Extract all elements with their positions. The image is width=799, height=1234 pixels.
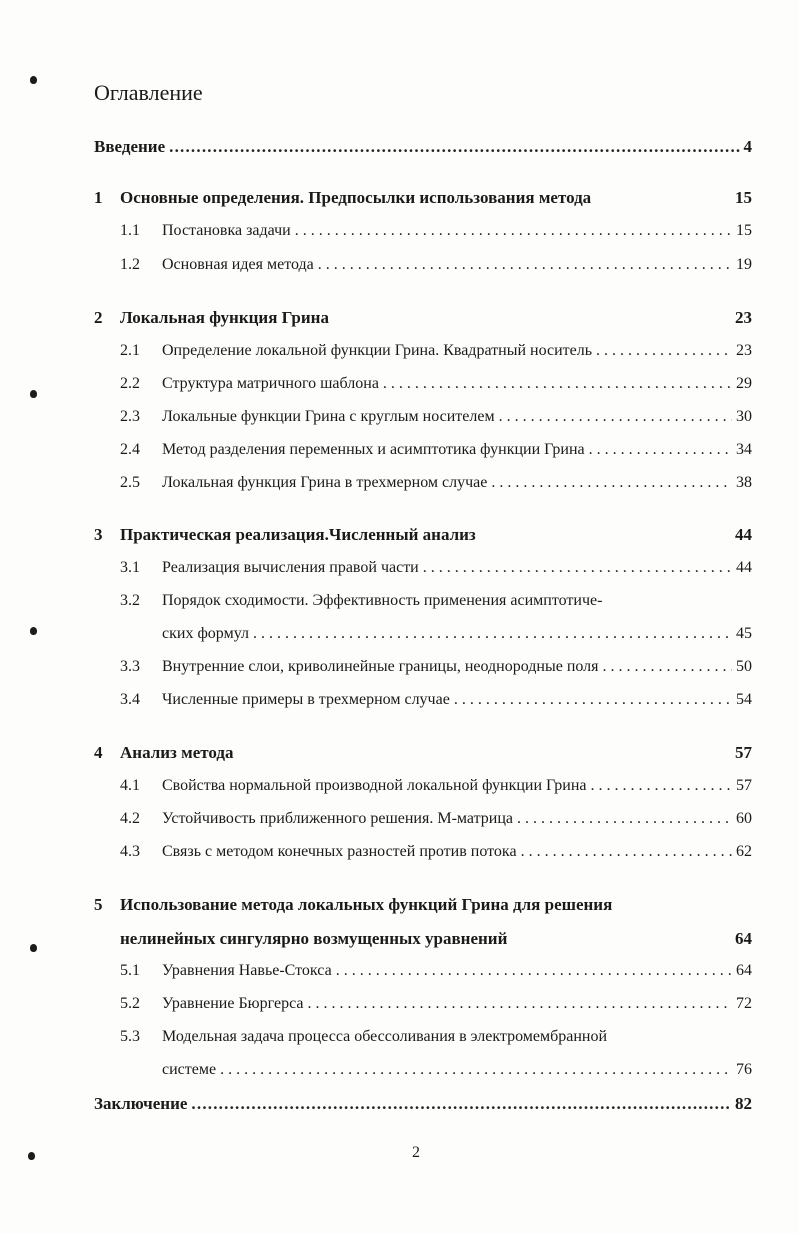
chapter-page: 15 bbox=[735, 188, 752, 207]
leader-dots bbox=[336, 962, 732, 980]
leader-dots bbox=[423, 559, 732, 577]
toc-section-2-5[interactable] bbox=[120, 474, 752, 492]
section-page: 44 bbox=[736, 559, 752, 576]
section-title-line1: Порядок сходимости. Эффективность применения асимптотиче- bbox=[162, 592, 603, 609]
toc-section-3-3[interactable] bbox=[120, 658, 752, 676]
leader-dots bbox=[383, 375, 732, 393]
section-title: Локальная функция Грина в трехмерном случае bbox=[162, 474, 488, 491]
chapter-title: Практическая реализация.Численный анализ bbox=[120, 525, 476, 544]
leader-dots bbox=[491, 474, 732, 492]
section-page: 29 bbox=[736, 375, 752, 392]
toc-section-5-2[interactable] bbox=[120, 995, 752, 1013]
chapter-page: 44 bbox=[735, 525, 752, 544]
section-number: 5.2 bbox=[120, 995, 140, 1012]
margin-mark bbox=[30, 390, 37, 398]
section-number: 2.1 bbox=[120, 342, 140, 359]
section-page: 54 bbox=[736, 691, 752, 708]
conclusion-label: Заключение bbox=[94, 1094, 188, 1113]
section-title: Связь с методом конечных разностей против потока bbox=[162, 843, 517, 860]
toc-chapter-5-line2[interactable] bbox=[120, 929, 752, 949]
toc-section-3-2-line1[interactable] bbox=[120, 592, 752, 610]
intro-page: 4 bbox=[743, 137, 752, 156]
toc-section-2-2[interactable] bbox=[120, 375, 752, 393]
toc-chapter-1[interactable] bbox=[94, 188, 752, 208]
toc-section-3-4[interactable] bbox=[120, 691, 752, 709]
toc-section-4-3[interactable] bbox=[120, 843, 752, 861]
leader-dots bbox=[589, 441, 732, 459]
leader-dots bbox=[591, 777, 732, 795]
section-number: 4.3 bbox=[120, 843, 140, 860]
section-title: Структура матричного шаблона bbox=[162, 375, 379, 392]
section-title-line1: Модельная задача процесса обессоливания в электромембранной bbox=[162, 1028, 608, 1045]
section-number: 4.2 bbox=[120, 810, 140, 827]
chapter-title-line1: Использование метода локальных функций Грина для решения bbox=[120, 895, 613, 914]
section-page: 50 bbox=[736, 658, 752, 675]
chapter-title: Анализ метода bbox=[120, 743, 234, 762]
section-title: Свойства нормальной производной локальной функции Грина bbox=[162, 777, 587, 794]
section-number: 3.1 bbox=[120, 559, 140, 576]
section-title: Устойчивость приближенного решения. М-матрица bbox=[162, 810, 514, 827]
chapter-number: 5 bbox=[94, 895, 103, 914]
margin-mark bbox=[30, 627, 37, 635]
leader-dots bbox=[169, 137, 739, 157]
page-title: Оглавление bbox=[94, 80, 203, 105]
section-page: 19 bbox=[736, 256, 752, 273]
section-number: 3.2 bbox=[120, 592, 140, 609]
conclusion-page: 82 bbox=[735, 1094, 752, 1113]
margin-mark bbox=[30, 76, 37, 84]
chapter-number: 3 bbox=[94, 525, 103, 544]
leader-dots bbox=[220, 1061, 732, 1079]
toc-section-5-3-line1[interactable] bbox=[120, 1028, 752, 1046]
toc-conclusion[interactable] bbox=[94, 1094, 752, 1114]
leader-dots bbox=[603, 658, 732, 676]
section-page: 23 bbox=[736, 342, 752, 359]
section-title: Метод разделения переменных и асимптотика функции Грина bbox=[162, 441, 585, 458]
toc-chapter-3[interactable] bbox=[94, 525, 752, 545]
toc-section-5-3-line2[interactable] bbox=[162, 1061, 752, 1079]
toc-section-1-1[interactable] bbox=[120, 222, 752, 240]
toc-chapter-5-line1[interactable] bbox=[94, 895, 752, 915]
margin-mark bbox=[28, 1152, 35, 1160]
section-page: 45 bbox=[736, 625, 752, 642]
section-title: Постановка задачи bbox=[162, 222, 291, 239]
section-number: 2.2 bbox=[120, 375, 140, 392]
section-page: 34 bbox=[736, 441, 752, 458]
toc-section-2-3[interactable] bbox=[120, 408, 752, 426]
toc-section-4-2[interactable] bbox=[120, 810, 752, 828]
section-page: 64 bbox=[736, 962, 752, 979]
section-page: 15 bbox=[736, 222, 752, 239]
leader-dots bbox=[454, 691, 732, 709]
section-title: Внутренние слои, криволинейные границы, неоднородные поля bbox=[162, 658, 599, 675]
section-page: 60 bbox=[736, 810, 752, 827]
chapter-number: 4 bbox=[94, 743, 103, 762]
toc-section-4-1[interactable] bbox=[120, 777, 752, 795]
leader-dots bbox=[499, 408, 732, 426]
toc-section-2-1[interactable] bbox=[120, 342, 752, 360]
section-number: 1.1 bbox=[120, 222, 140, 239]
leader-dots bbox=[307, 995, 732, 1013]
section-number: 2.3 bbox=[120, 408, 140, 425]
leader-dots bbox=[521, 843, 732, 861]
leader-dots bbox=[191, 1094, 731, 1114]
section-title-line2: системе bbox=[162, 1061, 217, 1078]
section-title: Реализация вычисления правой части bbox=[162, 559, 419, 576]
section-number: 3.4 bbox=[120, 691, 140, 708]
section-number: 5.3 bbox=[120, 1028, 140, 1045]
page-number: 2 bbox=[412, 1144, 420, 1161]
section-page: 30 bbox=[736, 408, 752, 425]
section-number: 4.1 bbox=[120, 777, 140, 794]
toc-section-5-1[interactable] bbox=[120, 962, 752, 980]
chapter-page: 23 bbox=[735, 308, 752, 327]
section-title-line2: ских формул bbox=[162, 625, 249, 642]
section-page: 72 bbox=[736, 995, 752, 1012]
section-page: 57 bbox=[736, 777, 752, 794]
chapter-page: 64 bbox=[735, 929, 752, 948]
section-title: Уравнение Бюргерса bbox=[162, 995, 304, 1012]
intro-label: Введение bbox=[94, 137, 166, 156]
section-title: Основная идея метода bbox=[162, 256, 314, 273]
margin-mark bbox=[30, 944, 37, 952]
leader-dots bbox=[318, 256, 732, 274]
chapter-title: Локальная функция Грина bbox=[120, 308, 329, 327]
leader-dots bbox=[295, 222, 732, 240]
section-page: 62 bbox=[736, 843, 752, 860]
chapter-page: 57 bbox=[735, 743, 752, 762]
toc-intro[interactable] bbox=[94, 137, 752, 157]
toc-chapter-2[interactable] bbox=[94, 308, 752, 328]
toc-chapter-4[interactable] bbox=[94, 743, 752, 763]
section-title: Уравнения Навье-Стокса bbox=[162, 962, 332, 979]
section-number: 1.2 bbox=[120, 256, 140, 273]
leader-dots bbox=[253, 625, 732, 643]
chapter-number: 1 bbox=[94, 188, 103, 207]
section-number: 2.5 bbox=[120, 474, 140, 491]
leader-dots bbox=[517, 810, 732, 828]
chapter-title: Основные определения. Предпосылки использования метода bbox=[120, 188, 592, 207]
section-number: 5.1 bbox=[120, 962, 140, 979]
section-title: Локальные функции Грина с круглым носителем bbox=[162, 408, 495, 425]
section-page: 76 bbox=[736, 1061, 752, 1078]
toc-section-1-2[interactable] bbox=[120, 256, 752, 274]
toc-section-2-4[interactable] bbox=[120, 441, 752, 459]
toc-section-3-2-line2[interactable] bbox=[162, 625, 752, 643]
section-number: 3.3 bbox=[120, 658, 140, 675]
leader-dots bbox=[596, 342, 732, 360]
chapter-number: 2 bbox=[94, 308, 103, 327]
section-page: 38 bbox=[736, 474, 752, 491]
toc-section-3-1[interactable] bbox=[120, 559, 752, 577]
section-title: Определение локальной функции Грина. Квадратный носитель bbox=[162, 342, 592, 359]
section-title: Численные примеры в трехмерном случае bbox=[162, 691, 450, 708]
section-number: 2.4 bbox=[120, 441, 140, 458]
chapter-title-line2: нелинейных сингулярно возмущенных уравнений bbox=[120, 929, 508, 948]
